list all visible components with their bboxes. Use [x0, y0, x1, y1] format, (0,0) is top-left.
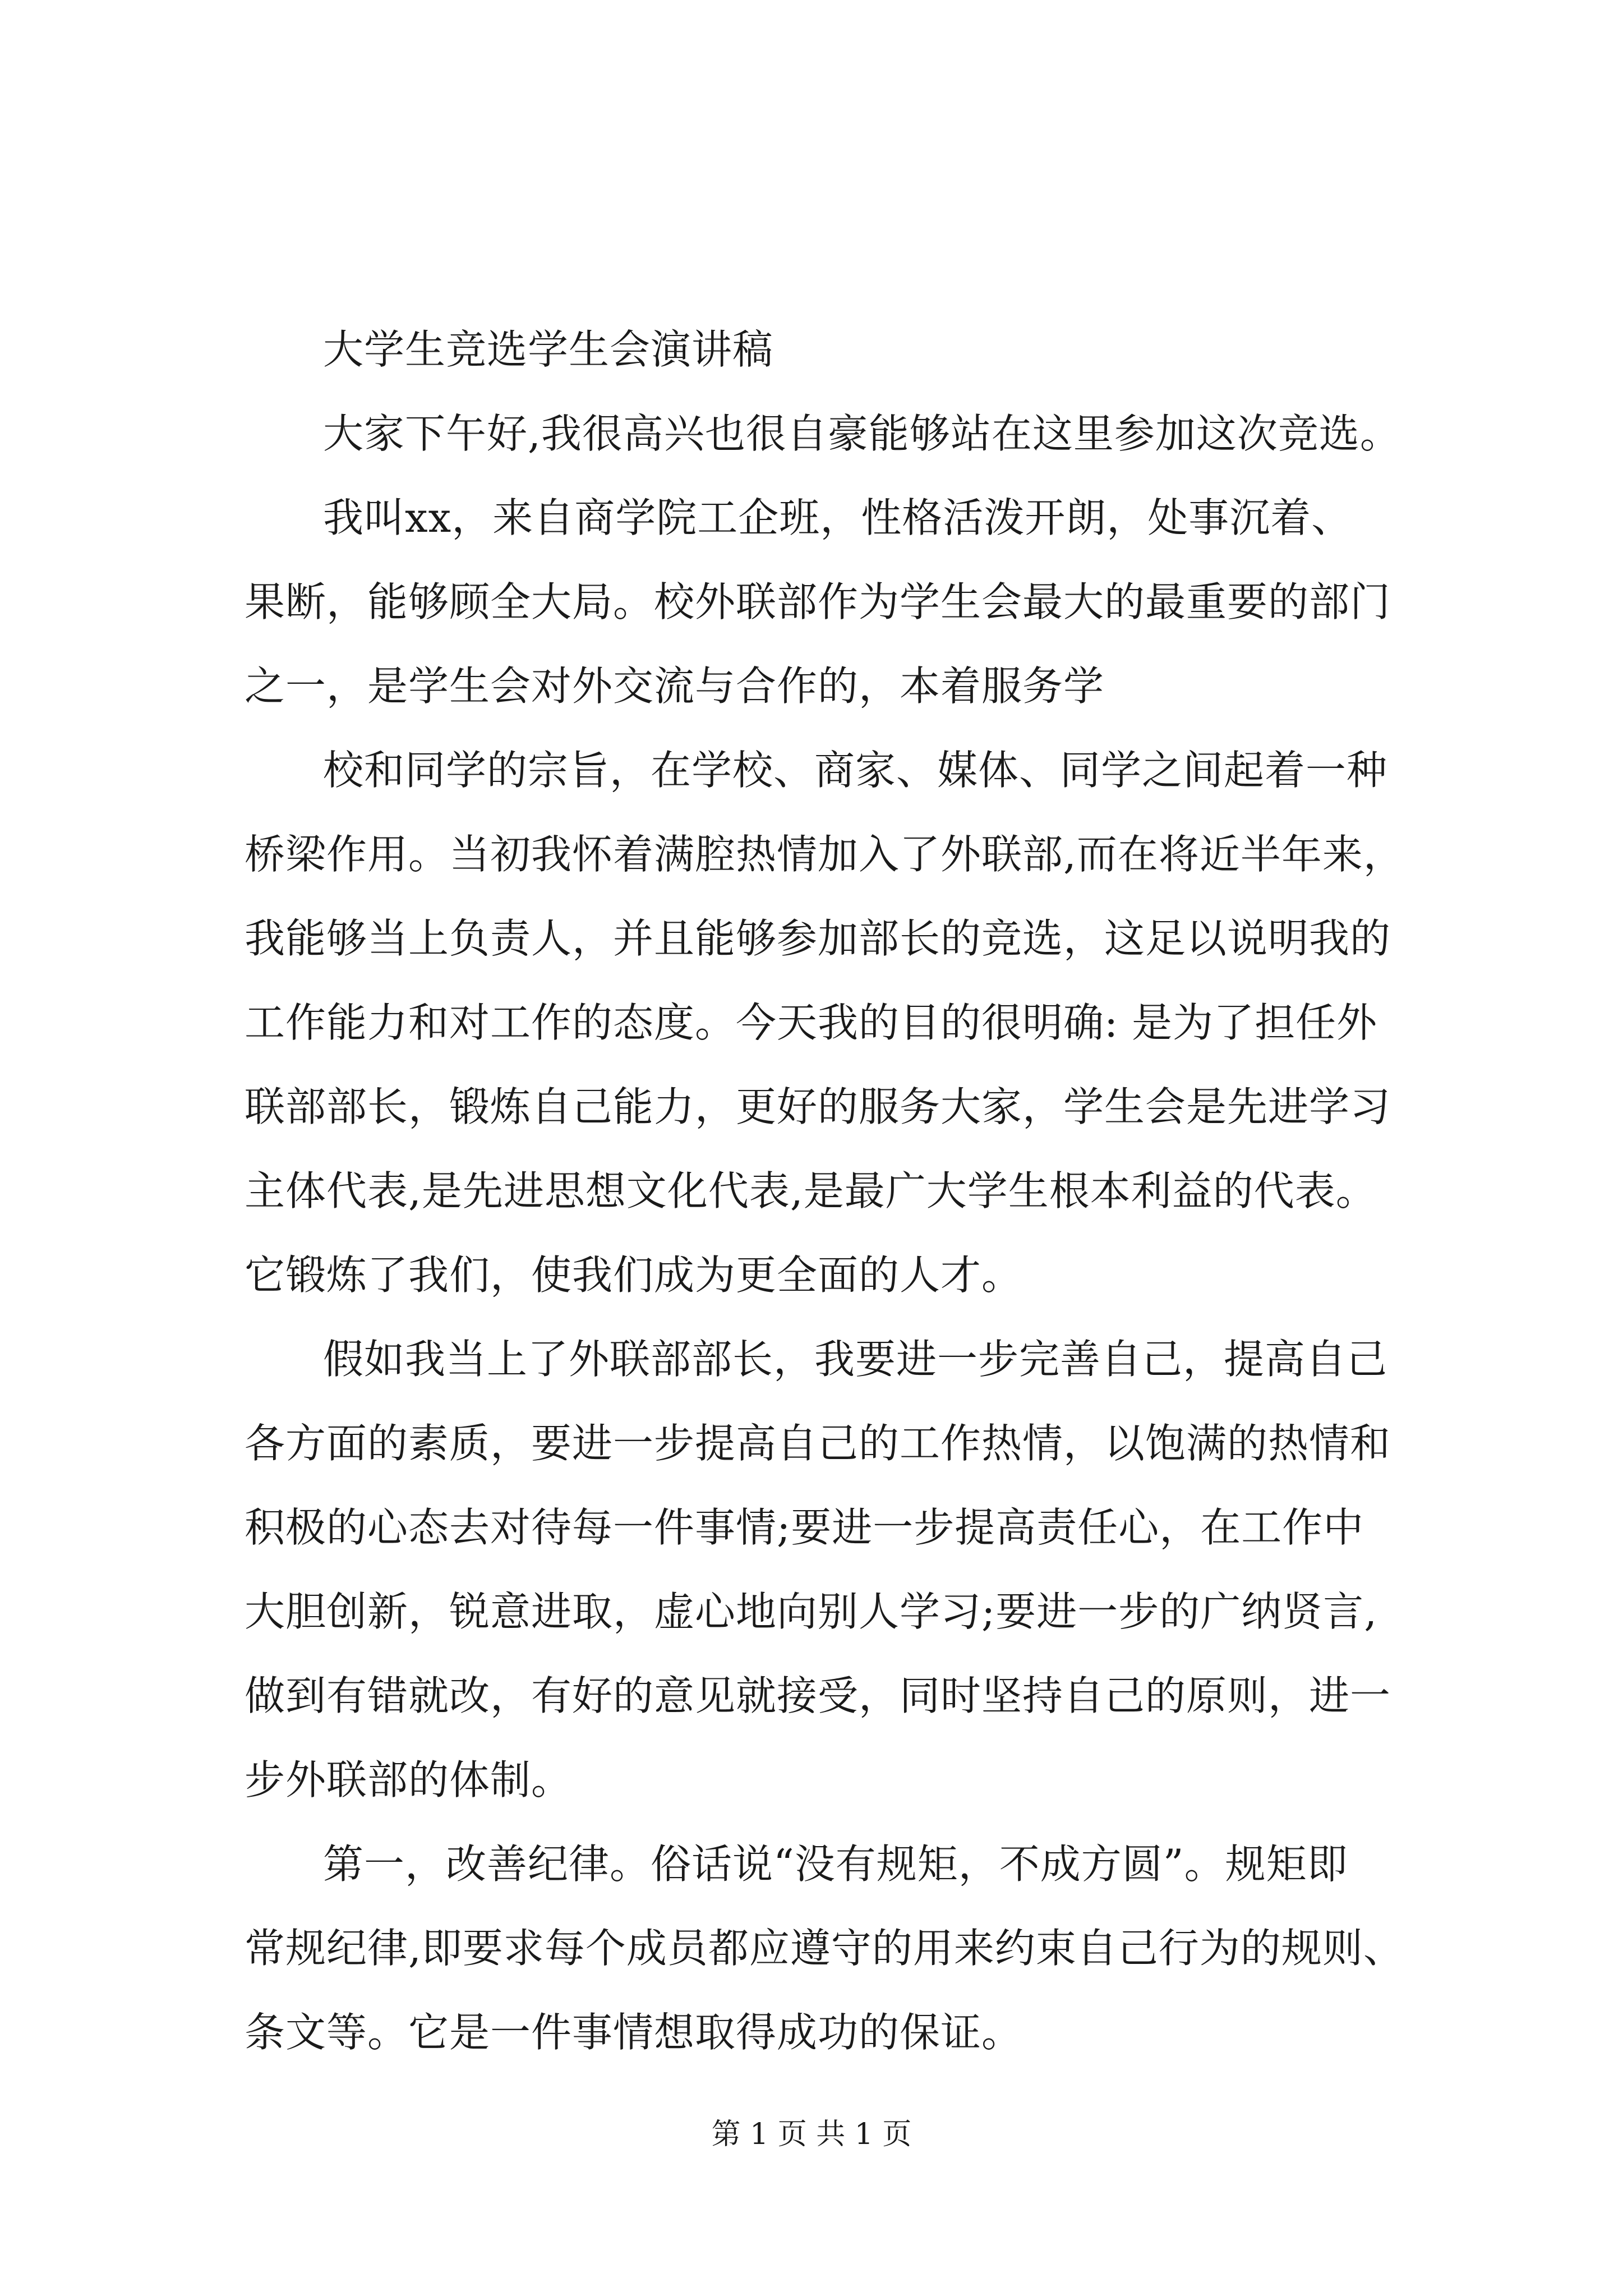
text-line: 它锻炼了我们，使我们成为更全面的人才。: [245, 1251, 1023, 1299]
text-line: 条文等。它是一件事情想取得成功的保证。: [245, 2009, 1023, 2056]
text-line: 桥梁作用。当初我怀着满腔热情加入了外联部,而在将近半年来，: [245, 831, 1404, 878]
document-body: [245, 307, 1422, 2074]
page-number-footer: 第 1 页 共 1 页: [711, 2118, 912, 2151]
text-line: 之一，是学生会对外交流与合作的，本着服务学: [245, 662, 1105, 710]
text-line: 联部部长，锻炼自己能力，更好的服务大家，学生会是先进学习: [245, 1083, 1391, 1130]
text-line: 大胆创新，锐意进取，虚心地向别人学习;要进一步的广纳贤言,: [245, 1588, 1378, 1635]
text-line: 步外联部的体制。: [245, 1756, 573, 1803]
text-line: 果断，能够顾全大局。校外联部作为学生会最大的最重要的部门: [245, 578, 1391, 625]
text-line: 主体代表,是先进思想文化代表,是最广大学生根本利益的代表。: [245, 1167, 1377, 1214]
text-line: 工作能力和对工作的态度。今天我的目的很明确: 是为了担任外: [245, 999, 1378, 1046]
text-line: 做到有错就改，有好的意见就接受，同时坚持自己的原则，进一: [245, 1672, 1391, 1719]
text-line: 假如我当上了外联部部长，我要进一步完善自己，提高自己: [323, 1336, 1388, 1383]
text-line: 我叫xx，来自商学院工企班，性格活泼开朗，处事沉着、: [323, 494, 1353, 541]
text-line: 各方面的素质，要进一步提高自己的工作热情，以饱满的热情和: [245, 1420, 1391, 1467]
text-line: 第一，改善纪律。俗话说“没有规矩，不成方圆”。规矩即: [323, 1841, 1348, 1888]
text-line: 常规纪律,即要求每个成员都应遵守的用来约束自己行为的规则、: [245, 1925, 1404, 1972]
document-title: 大学生竞选学生会演讲稿: [323, 326, 774, 373]
text-line: 大家下午好,我很高兴也很自豪能够站在这里参加这次竞选。: [323, 410, 1401, 457]
text-line: 校和同学的宗旨，在学校、商家、媒体、同学之间起着一种: [323, 747, 1388, 794]
text-line: 积极的心态去对待每一件事情;要进一步提高责任心，在工作中: [245, 1504, 1364, 1551]
text-line: 我能够当上负责人，并且能够参加部长的竞选，这足以说明我的: [245, 915, 1391, 962]
